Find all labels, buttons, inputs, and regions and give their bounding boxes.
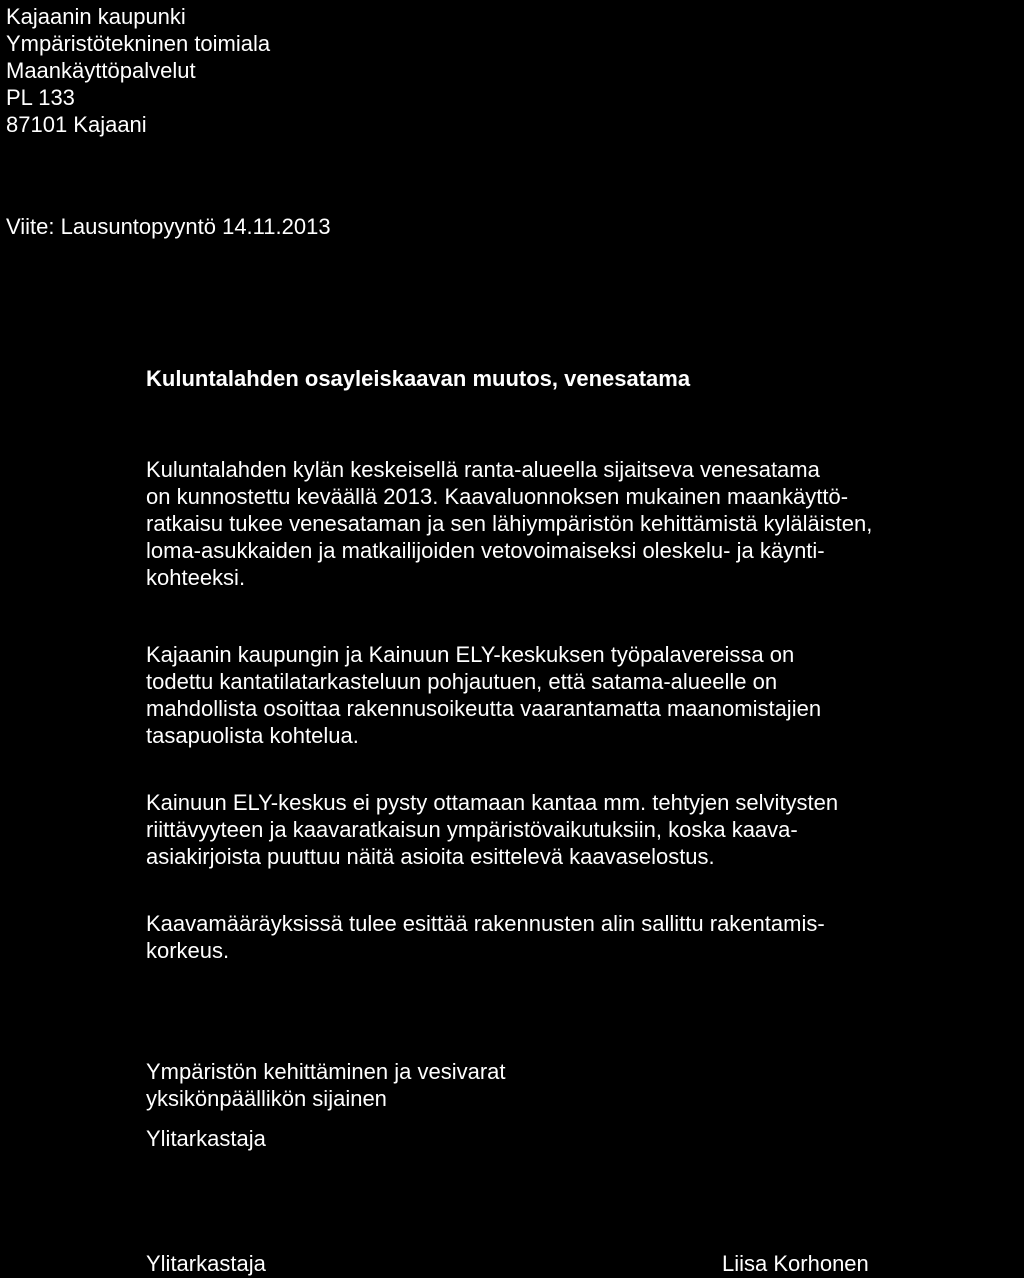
paragraph-line: riittävyyteen ja kaavaratkaisun ympäristövaikutuksiin, koska kaava-	[146, 817, 798, 842]
paragraph-line: Kaavamääräyksissä tulee esittää rakennusten alin sallittu rakentamis-	[146, 911, 825, 936]
paragraph-line: mahdollista osoittaa rakennusoikeutta vaarantamatta maanomistajien	[146, 696, 822, 721]
paragraph-line: loma-asukkaiden ja matkailijoiden vetovoimaiseksi oleskelu- ja käynti-	[146, 538, 825, 563]
sender-department: Ympäristötekninen toimiala	[6, 31, 271, 56]
paragraph-line: asiakirjoista puuttuu näitä asioita esittelevä kaavaselostus.	[146, 844, 715, 869]
sender-po-box: PL 133	[6, 85, 75, 110]
document-title: Kuluntalahden osayleiskaavan muutos, venesatama	[146, 366, 691, 391]
paragraph-line: Kuluntalahden kylän keskeisellä ranta-alueella sijaitseva venesatama	[146, 457, 820, 482]
paragraph-line: korkeus.	[146, 938, 230, 963]
paragraph-line: kohteeksi.	[146, 565, 246, 590]
paragraph-line: on kunnostettu keväällä 2013. Kaavaluonnoksen mukainen maankäyttö-	[146, 484, 849, 509]
paragraph-line: Kajaanin kaupungin ja Kainuun ELY-keskuksen työpalavereissa on	[146, 642, 795, 667]
paragraph-line: Kainuun ELY-keskus ei pysty ottamaan kantaa mm. tehtyjen selvitysten	[146, 790, 839, 815]
sender-unit: Maankäyttöpalvelut	[6, 58, 196, 83]
footer-title: Ylitarkastaja	[146, 1251, 266, 1276]
reference-line: Viite: Lausuntopyyntö 14.11.2013	[6, 214, 331, 239]
signature-title: Ylitarkastaja	[146, 1126, 266, 1151]
paragraph-4	[146, 910, 1024, 964]
sender-postal-address: 87101 Kajaani	[6, 112, 147, 137]
sender-organization: Kajaanin kaupunki	[6, 4, 186, 29]
paragraph-line: ratkaisu tukee venesataman ja sen lähiympäristön kehittämistä kyläläisten,	[146, 511, 873, 536]
paragraph-line: tasapuolista kohtelua.	[146, 723, 359, 748]
paragraph-1	[146, 456, 1024, 591]
paragraph-2	[146, 641, 1024, 749]
signature-division: Ympäristön kehittäminen ja vesivarat	[146, 1059, 506, 1084]
signature-role: yksikönpäällikön sijainen	[146, 1086, 387, 1111]
paragraph-3	[146, 789, 1024, 870]
signature-block	[146, 1058, 506, 1152]
paragraph-line: todettu kantatilatarkasteluun pohjautuen, että satama-alueelle on	[146, 669, 778, 694]
sender-address	[6, 3, 426, 138]
footer-name: Liisa Korhonen	[722, 1251, 869, 1276]
